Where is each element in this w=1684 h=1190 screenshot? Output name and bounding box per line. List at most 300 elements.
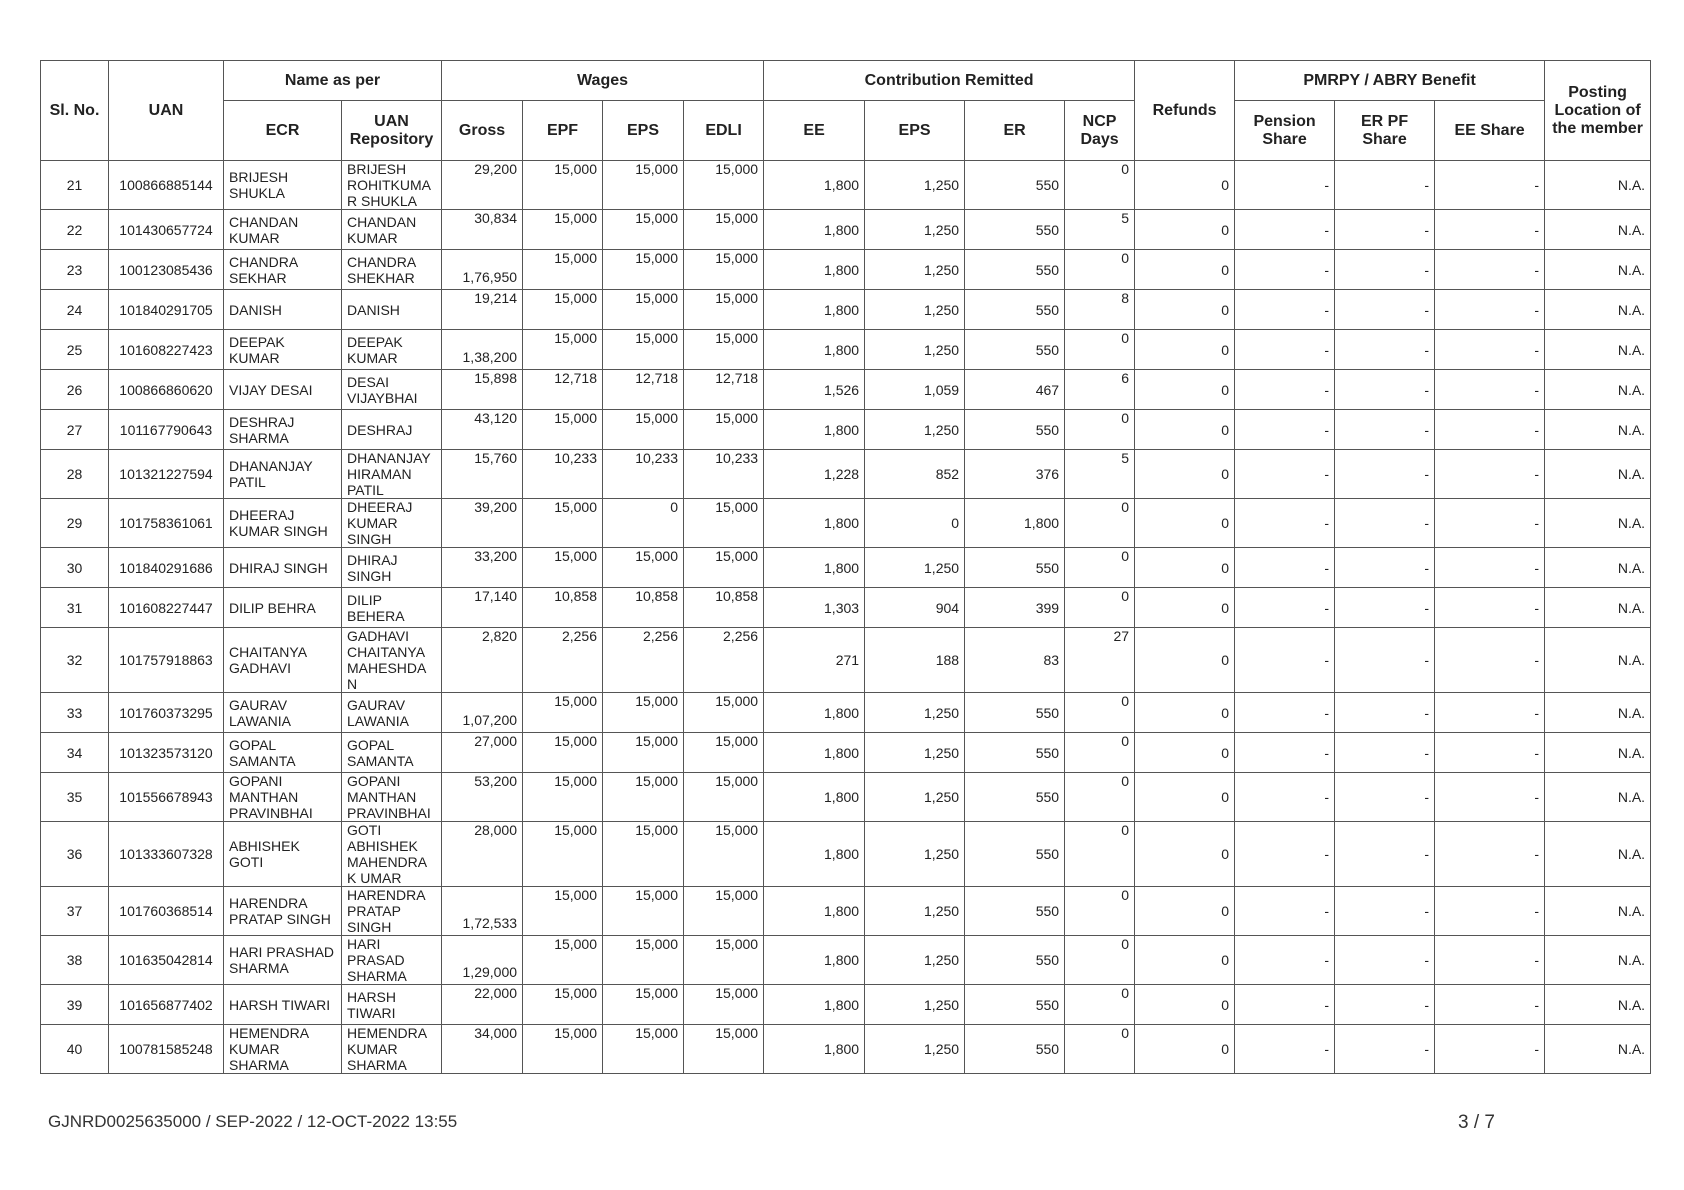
cell-er-pf-share: - [1335,628,1435,693]
cell-ncp-days: 8 [1065,290,1135,330]
cell-epf: 15,000 [523,250,603,290]
header-ee: EE [764,101,865,161]
cell-gross: 43,120 [442,410,523,450]
cell-eps-contribution: 1,250 [865,693,965,733]
cell-ee: 1,800 [764,548,865,588]
cell-edli: 15,000 [684,290,764,330]
cell-edli: 15,000 [684,548,764,588]
cell-eps: 15,000 [603,733,684,773]
cell-edli: 15,000 [684,250,764,290]
cell-pension-share: - [1235,693,1335,733]
cell-pension-share: - [1235,887,1335,936]
cell-er: 550 [965,936,1065,985]
cell-er-pf-share: - [1335,450,1435,499]
cell-ncp-days: 0 [1065,1025,1135,1074]
cell-pension-share: - [1235,450,1335,499]
cell-eps: 15,000 [603,330,684,370]
table-row [41,210,1651,250]
cell-uan-repository-name: HARSH TIWARI [342,985,442,1025]
header-contribution-remitted: Contribution Remitted [764,61,1135,101]
cell-uan-repository-name: CHANDRA SHEKHAR [342,250,442,290]
cell-er: 550 [965,161,1065,210]
cell-posting-location: N.A. [1545,822,1651,887]
cell-posting-location: N.A. [1545,290,1651,330]
cell-eps-contribution: 1,250 [865,887,965,936]
cell-posting-location: N.A. [1545,887,1651,936]
cell-eps-contribution: 1,250 [865,773,965,822]
cell-ee: 1,800 [764,330,865,370]
cell-eps: 15,000 [603,410,684,450]
cell-sl-no: 32 [41,628,109,693]
header-name-as-per: Name as per [224,61,442,101]
cell-uan-repository-name: CHANDAN KUMAR [342,210,442,250]
cell-epf: 15,000 [523,499,603,548]
cell-ee-share: - [1435,733,1545,773]
table-row [41,410,1651,450]
cell-epf: 15,000 [523,330,603,370]
cell-ee: 1,800 [764,733,865,773]
cell-ee: 1,228 [764,450,865,499]
cell-pension-share: - [1235,773,1335,822]
cell-refunds: 0 [1135,733,1235,773]
table-row [41,985,1651,1025]
cell-ee-share: - [1435,450,1545,499]
cell-pension-share: - [1235,370,1335,410]
cell-ncp-days: 0 [1065,161,1135,210]
cell-ee: 1,800 [764,887,865,936]
cell-ee: 1,800 [764,161,865,210]
cell-refunds: 0 [1135,887,1235,936]
cell-posting-location: N.A. [1545,1025,1651,1074]
cell-ee-share: - [1435,936,1545,985]
cell-gross: 1,72,533 [442,887,523,936]
cell-uan-repository-name: GOPANI MANTHAN PRAVINBHAI [342,773,442,822]
cell-posting-location: N.A. [1545,330,1651,370]
cell-ecr-name: DANISH [224,290,342,330]
cell-refunds: 0 [1135,330,1235,370]
cell-gross: 33,200 [442,548,523,588]
cell-er-pf-share: - [1335,410,1435,450]
cell-epf: 15,000 [523,210,603,250]
cell-sl-no: 40 [41,1025,109,1074]
cell-refunds: 0 [1135,588,1235,628]
cell-er-pf-share: - [1335,330,1435,370]
cell-uan: 101323573120 [109,733,224,773]
cell-sl-no: 26 [41,370,109,410]
cell-epf: 15,000 [523,773,603,822]
cell-gross: 2,820 [442,628,523,693]
cell-gross: 19,214 [442,290,523,330]
cell-ee-share: - [1435,548,1545,588]
table-row [41,161,1651,210]
cell-ecr-name: HARSH TIWARI [224,985,342,1025]
cell-ecr-name: GAURAV LAWANIA [224,693,342,733]
header-gross: Gross [442,101,523,161]
cell-ecr-name: DHIRAJ SINGH [224,548,342,588]
cell-edli: 15,000 [684,733,764,773]
cell-posting-location: N.A. [1545,773,1651,822]
cell-sl-no: 30 [41,548,109,588]
cell-posting-location: N.A. [1545,161,1651,210]
cell-er: 550 [965,773,1065,822]
cell-eps: 10,233 [603,450,684,499]
cell-sl-no: 34 [41,733,109,773]
table-row [41,450,1651,499]
cell-ncp-days: 5 [1065,210,1135,250]
cell-eps-contribution: 1,250 [865,733,965,773]
cell-eps: 2,256 [603,628,684,693]
cell-pension-share: - [1235,548,1335,588]
cell-posting-location: N.A. [1545,985,1651,1025]
table-row [41,330,1651,370]
cell-er-pf-share: - [1335,588,1435,628]
cell-sl-no: 31 [41,588,109,628]
cell-er: 550 [965,210,1065,250]
cell-ee-share: - [1435,628,1545,693]
table-row [41,733,1651,773]
cell-ncp-days: 27 [1065,628,1135,693]
cell-eps: 10,858 [603,588,684,628]
cell-uan: 101758361061 [109,499,224,548]
cell-posting-location: N.A. [1545,693,1651,733]
cell-eps: 15,000 [603,693,684,733]
cell-uan: 100866860620 [109,370,224,410]
cell-er-pf-share: - [1335,290,1435,330]
cell-refunds: 0 [1135,1025,1235,1074]
cell-epf: 10,233 [523,450,603,499]
cell-epf: 12,718 [523,370,603,410]
cell-ncp-days: 5 [1065,450,1135,499]
cell-eps-contribution: 1,250 [865,936,965,985]
cell-uan: 101608227447 [109,588,224,628]
cell-refunds: 0 [1135,250,1235,290]
cell-er: 550 [965,250,1065,290]
cell-ecr-name: BRIJESH SHUKLA [224,161,342,210]
cell-refunds: 0 [1135,628,1235,693]
cell-pension-share: - [1235,210,1335,250]
cell-ee-share: - [1435,693,1545,733]
cell-eps: 15,000 [603,887,684,936]
cell-sl-no: 36 [41,822,109,887]
cell-eps: 0 [603,499,684,548]
table-row [41,290,1651,330]
cell-edli: 15,000 [684,693,764,733]
cell-er-pf-share: - [1335,370,1435,410]
cell-edli: 15,000 [684,887,764,936]
cell-ncp-days: 0 [1065,548,1135,588]
cell-posting-location: N.A. [1545,250,1651,290]
cell-pension-share: - [1235,410,1335,450]
table-row [41,628,1651,693]
cell-ncp-days: 0 [1065,693,1135,733]
cell-posting-location: N.A. [1545,733,1651,773]
cell-uan: 101608227423 [109,330,224,370]
cell-sl-no: 35 [41,773,109,822]
cell-uan-repository-name: DILIP BEHERA [342,588,442,628]
header-ee-share: EE Share [1435,101,1545,161]
cell-eps: 15,000 [603,161,684,210]
cell-uan: 101760373295 [109,693,224,733]
cell-ecr-name: GOPANI MANTHAN PRAVINBHAI [224,773,342,822]
cell-ee: 1,800 [764,693,865,733]
header-er: ER [965,101,1065,161]
cell-ncp-days: 0 [1065,936,1135,985]
cell-eps-contribution: 1,250 [865,548,965,588]
cell-uan-repository-name: DHIRAJ SINGH [342,548,442,588]
cell-pension-share: - [1235,822,1335,887]
cell-uan-repository-name: DESHRAJ [342,410,442,450]
cell-gross: 15,760 [442,450,523,499]
cell-ecr-name: DESHRAJ SHARMA [224,410,342,450]
cell-sl-no: 37 [41,887,109,936]
table-row [41,693,1651,733]
cell-epf: 15,000 [523,693,603,733]
cell-sl-no: 25 [41,330,109,370]
cell-er: 550 [965,887,1065,936]
cell-er: 550 [965,548,1065,588]
cell-gross: 28,000 [442,822,523,887]
cell-gross: 27,000 [442,733,523,773]
cell-eps-contribution: 1,250 [865,985,965,1025]
cell-uan: 101333607328 [109,822,224,887]
cell-er: 550 [965,693,1065,733]
table-row [41,822,1651,887]
cell-gross: 15,898 [442,370,523,410]
cell-refunds: 0 [1135,822,1235,887]
header-eps-contribution: EPS [865,101,965,161]
cell-uan-repository-name: HARENDRA PRATAP SINGH [342,887,442,936]
cell-refunds: 0 [1135,693,1235,733]
cell-sl-no: 27 [41,410,109,450]
cell-edli: 10,858 [684,588,764,628]
cell-er-pf-share: - [1335,1025,1435,1074]
cell-er: 550 [965,822,1065,887]
cell-uan-repository-name: DHANANJAY HIRAMAN PATIL [342,450,442,499]
cell-er: 550 [965,1025,1065,1074]
footer-page-number: 3 / 7 [1458,1112,1495,1133]
cell-eps-contribution: 1,250 [865,290,965,330]
header-edli: EDLI [684,101,764,161]
cell-pension-share: - [1235,588,1335,628]
cell-er-pf-share: - [1335,250,1435,290]
cell-pension-share: - [1235,628,1335,693]
cell-ecr-name: GOPAL SAMANTA [224,733,342,773]
cell-sl-no: 22 [41,210,109,250]
cell-ee: 1,303 [764,588,865,628]
cell-gross: 22,000 [442,985,523,1025]
cell-epf: 15,000 [523,290,603,330]
cell-epf: 15,000 [523,733,603,773]
cell-ee: 1,800 [764,499,865,548]
cell-ncp-days: 0 [1065,250,1135,290]
cell-eps: 15,000 [603,1025,684,1074]
cell-eps-contribution: 1,250 [865,822,965,887]
cell-uan-repository-name: HEMENDRA KUMAR SHARMA [342,1025,442,1074]
cell-ecr-name: CHAITANYA GADHAVI [224,628,342,693]
cell-uan: 101840291686 [109,548,224,588]
cell-epf: 15,000 [523,410,603,450]
cell-posting-location: N.A. [1545,210,1651,250]
cell-ecr-name: HARI PRASHAD SHARMA [224,936,342,985]
cell-refunds: 0 [1135,936,1235,985]
cell-pension-share: - [1235,161,1335,210]
cell-ncp-days: 0 [1065,410,1135,450]
cell-gross: 1,38,200 [442,330,523,370]
cell-refunds: 0 [1135,450,1235,499]
cell-edli: 15,000 [684,936,764,985]
cell-ecr-name: CHANDAN KUMAR [224,210,342,250]
cell-edli: 15,000 [684,330,764,370]
cell-epf: 2,256 [523,628,603,693]
cell-eps: 15,000 [603,210,684,250]
cell-gross: 1,29,000 [442,936,523,985]
cell-ee: 1,800 [764,210,865,250]
cell-uan-repository-name: DHEERAJ KUMAR SINGH [342,499,442,548]
cell-gross: 39,200 [442,499,523,548]
cell-gross: 1,76,950 [442,250,523,290]
cell-gross: 34,000 [442,1025,523,1074]
cell-uan-repository-name: GADHAVI CHAITANYA MAHESHDAN [342,628,442,693]
cell-uan: 100123085436 [109,250,224,290]
cell-er-pf-share: - [1335,985,1435,1025]
cell-sl-no: 38 [41,936,109,985]
cell-uan-repository-name: GOTI ABHISHEK MAHENDRAK UMAR [342,822,442,887]
cell-ee-share: - [1435,773,1545,822]
cell-ee-share: - [1435,210,1545,250]
table-row [41,548,1651,588]
cell-ee: 1,800 [764,822,865,887]
table-row [41,499,1651,548]
cell-uan: 101757918863 [109,628,224,693]
cell-eps-contribution: 852 [865,450,965,499]
cell-uan-repository-name: GAURAV LAWANIA [342,693,442,733]
cell-ncp-days: 0 [1065,985,1135,1025]
cell-uan-repository-name: DESAI VIJAYBHAI [342,370,442,410]
cell-ncp-days: 0 [1065,330,1135,370]
cell-ee-share: - [1435,499,1545,548]
cell-er-pf-share: - [1335,936,1435,985]
cell-edli: 15,000 [684,773,764,822]
cell-eps: 12,718 [603,370,684,410]
table-row [41,773,1651,822]
cell-pension-share: - [1235,290,1335,330]
cell-refunds: 0 [1135,161,1235,210]
cell-refunds: 0 [1135,773,1235,822]
cell-edli: 10,233 [684,450,764,499]
cell-ee-share: - [1435,822,1545,887]
cell-refunds: 0 [1135,985,1235,1025]
header-uan: UAN [109,61,224,161]
cell-eps: 15,000 [603,290,684,330]
cell-edli: 15,000 [684,161,764,210]
cell-eps: 15,000 [603,822,684,887]
table-row [41,936,1651,985]
cell-ecr-name: HEMENDRA KUMAR SHARMA [224,1025,342,1074]
cell-gross: 30,834 [442,210,523,250]
cell-ee: 1,800 [764,1025,865,1074]
cell-er: 550 [965,985,1065,1025]
cell-uan-repository-name: DEEPAK KUMAR [342,330,442,370]
cell-ncp-days: 0 [1065,773,1135,822]
cell-sl-no: 28 [41,450,109,499]
cell-ecr-name: DHEERAJ KUMAR SINGH [224,499,342,548]
cell-er-pf-share: - [1335,693,1435,733]
cell-posting-location: N.A. [1545,499,1651,548]
cell-epf: 15,000 [523,161,603,210]
table-row [41,1025,1651,1074]
cell-gross: 17,140 [442,588,523,628]
cell-uan-repository-name: HARI PRASAD SHARMA [342,936,442,985]
cell-refunds: 0 [1135,410,1235,450]
cell-ee: 1,800 [764,773,865,822]
cell-eps-contribution: 1,250 [865,1025,965,1074]
cell-er: 1,800 [965,499,1065,548]
cell-ecr-name: HARENDRA PRATAP SINGH [224,887,342,936]
cell-edli: 15,000 [684,1025,764,1074]
cell-ee: 1,800 [764,410,865,450]
table-body [41,161,1651,1074]
cell-posting-location: N.A. [1545,410,1651,450]
header-uan-repository: UAN Repository [342,101,442,161]
cell-epf: 15,000 [523,1025,603,1074]
cell-ee-share: - [1435,161,1545,210]
header-er-pf-share: ER PF Share [1335,101,1435,161]
table-row [41,250,1651,290]
cell-edli: 15,000 [684,410,764,450]
cell-eps: 15,000 [603,250,684,290]
cell-uan: 101430657724 [109,210,224,250]
cell-ee: 1,526 [764,370,865,410]
cell-edli: 15,000 [684,985,764,1025]
cell-uan-repository-name: GOPAL SAMANTA [342,733,442,773]
cell-uan: 101556678943 [109,773,224,822]
cell-uan-repository-name: BRIJESH ROHITKUMA R SHUKLA [342,161,442,210]
cell-edli: 15,000 [684,210,764,250]
cell-ncp-days: 0 [1065,822,1135,887]
header-pension-share: Pension Share [1235,101,1335,161]
cell-pension-share: - [1235,499,1335,548]
cell-eps: 15,000 [603,936,684,985]
cell-eps-contribution: 188 [865,628,965,693]
cell-er: 376 [965,450,1065,499]
cell-er-pf-share: - [1335,210,1435,250]
ecr-contribution-table [40,60,1651,1074]
cell-refunds: 0 [1135,499,1235,548]
cell-er: 399 [965,588,1065,628]
cell-ncp-days: 0 [1065,588,1135,628]
cell-ncp-days: 0 [1065,733,1135,773]
cell-eps: 15,000 [603,773,684,822]
cell-pension-share: - [1235,985,1335,1025]
cell-er: 550 [965,330,1065,370]
cell-sl-no: 24 [41,290,109,330]
cell-ee-share: - [1435,370,1545,410]
cell-posting-location: N.A. [1545,588,1651,628]
cell-eps-contribution: 904 [865,588,965,628]
cell-eps-contribution: 1,250 [865,161,965,210]
cell-eps-contribution: 1,250 [865,410,965,450]
cell-er: 83 [965,628,1065,693]
cell-sl-no: 39 [41,985,109,1025]
cell-er: 550 [965,733,1065,773]
cell-edli: 15,000 [684,822,764,887]
cell-ee-share: - [1435,290,1545,330]
header-posting-location: Posting Location of the member [1545,61,1651,161]
cell-epf: 15,000 [523,822,603,887]
cell-er-pf-share: - [1335,773,1435,822]
cell-pension-share: - [1235,936,1335,985]
cell-er-pf-share: - [1335,822,1435,887]
